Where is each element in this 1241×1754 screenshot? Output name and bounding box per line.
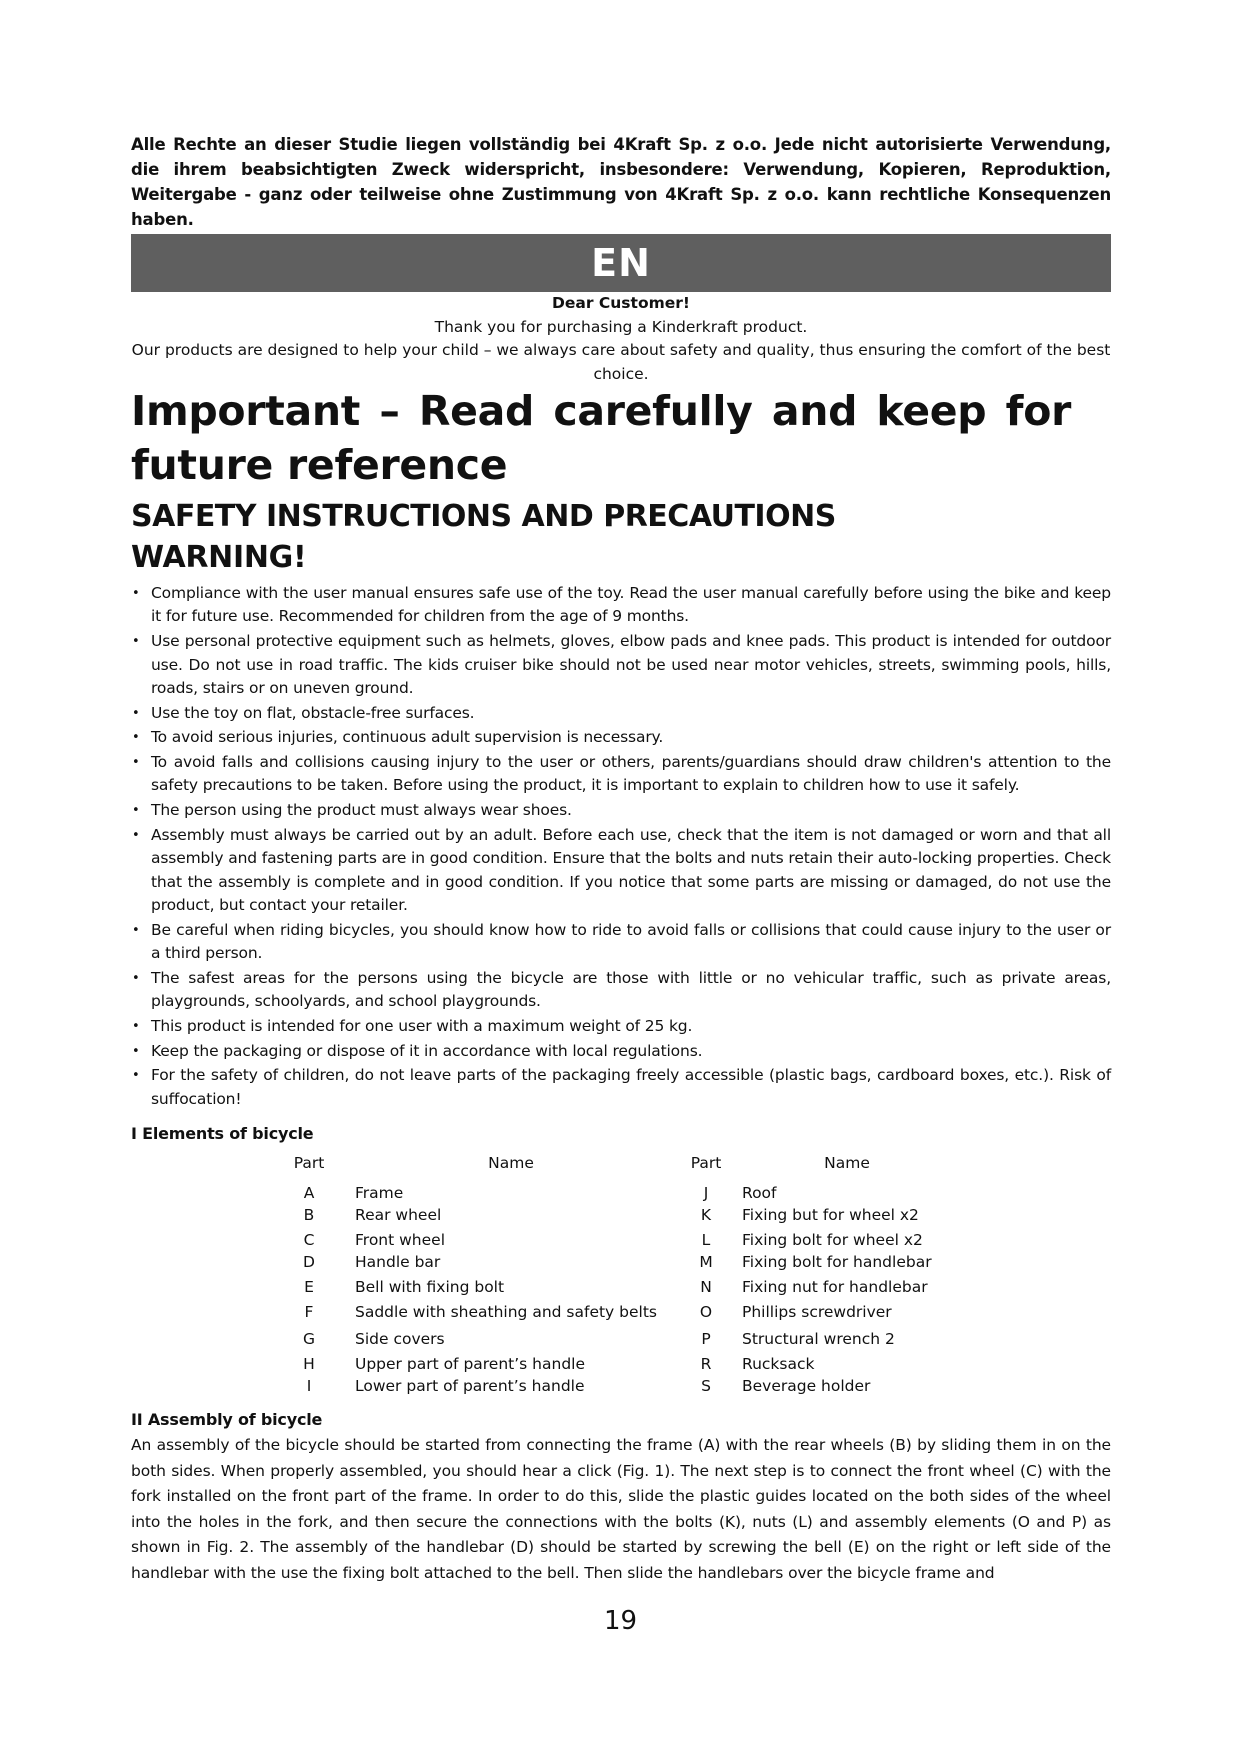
language-banner: EN bbox=[131, 234, 1111, 292]
elements-section-title: I Elements of bicycle bbox=[131, 1124, 314, 1143]
assembly-instructions: An assembly of the bicycle should be started from connecting the frame (A) with the rear wheels (B) by sliding them in on the both sides. When properly assembled, you should hear a click (Fig. 1). The next step is to connect the front wheel (C) with the fork installed on the front part of the frame. In order to do this, slide the plastic guides located on the both sides of the wheel into the holes in the fork, and then secure the connections with the bolts (K), nuts (L) and assembly elements (O and P) as shown in Fig. 2. The assembly of the handlebar (D) should be started by screwing the bell (E) on the right or left side of the handlebar with the use the fixing bolt attached to the bell. Then slide the handlebars over the bicycle frame and bbox=[131, 1436, 1111, 1582]
bullet-icon: • bbox=[132, 1043, 140, 1059]
intro-block bbox=[131, 292, 1111, 386]
warning-item: • Use personal protective equipment such as helmets, gloves, elbow pads and knee pads. This product is intended for outdoor use. Do not use in road traffic. The kids cruiser bike should not be used near motor vehicles, streets, swimming pools, hills, roads, stairs or on uneven ground. bbox=[132, 632, 1111, 697]
warning-item: • For the safety of children, do not leave parts of the packaging freely accessible (plastic bags, cardboard boxes, etc.). Risk of suffocation! bbox=[132, 1066, 1111, 1108]
warning-item: • The person using the product must always wear shoes. bbox=[131, 799, 1111, 822]
thanks-text: Thank you for purchasing a Kinderkraft product. bbox=[434, 317, 808, 336]
bullet-icon: • bbox=[132, 755, 140, 771]
bullet-icon: • bbox=[132, 634, 140, 650]
bullet-icon: • bbox=[132, 922, 140, 938]
header-name-right: Name bbox=[824, 1154, 870, 1172]
greeting: Dear Customer! bbox=[552, 294, 690, 312]
warning-item: • Compliance with the user manual ensures safe use of the toy. Read the user manual carefully before using the bike and keep it for future use. Recommended for children from the age of 9 months. bbox=[132, 584, 1111, 626]
bullet-icon: • bbox=[132, 970, 140, 986]
manual-page: Alle Rechte an dieser Studie liegen vollständig bei 4Kraft Sp. z o.o. Jede nicht autorisierte Verwendung, die ihrem beabsichtigten Zweck widerspricht, insbesondere: Verwendung, Kopieren, Reproduktion, Weitergabe - ganz oder teilweise ohne Zustimmung von 4Kraft Sp. z o.o. kann rechtliche Konsequenzen haben. EN Dear Customer! Thank you for purchasing a Kinderkraft product. Our products are designed to help your child – we always care about safety and quality, thus ensuring the comfort of the best choice. Important – Read carefully and keep for future reference SAFETY INSTRUCTIONS AND PRECAUTIONS WARNING! • Compliance with the user manual ensures safe use of the toy. Read the user manual carefully before using the bike and keep it for future use. Recommended for children from the age of 9 months. • Use personal protective equipment such as helmets, gloves, elbow pads and knee pads. This product is intended for outdoor use. Do not use in road traffic. The kids cruiser bike should not be used near motor vehicles, streets, swimming pools, hills, roads, stairs or on uneven ground. • Use the toy on flat, obstacle-free surfaces. • To avoid serious injuries, continuous adult supervision is necessary. • To avoid falls and collisions causing injury to the user or others, parents/guardians should draw children's attention to the safety precautions to be taken. Before using the product, it is important to explain to children how to use it safely. • The person using the product must always wear shoes. • Assembly must always be carried out by an adult. Before each use, check that the item is not damaged or worn and that all assembly and fastening parts are in good condition. Ensure that the bolts and nuts retain their auto-locking properties. Check that the assembly is complete and in good condition. If you notice that some parts are missing or damaged, do not use the product, but contact your retailer. • Be careful when riding bicycles, you should know how to ride to avoid falls or collisions that could cause injury to the user or a third person. • The safest areas for the persons using the bicycle are those with little or no vehicular traffic, such as private areas, playgrounds, schoolyards, and school playgrounds. • This product is intended for one user with a maximum weight of 25 kg. • Keep the packaging or dispose of it in accordance with local regulations. • For the safety of children, do not leave parts of the packaging freely accessible (plastic bags, cardboard boxes, etc.). Risk of suffocation! I Elements of bicycle Part Name Part Name A Frame J Roof B Rear wheel K Fixing but for wheel x2 C Front wheel L Fixing bolt for wheel x2 D Handle bar M Fixing bolt for handlebar E Bell with fixing bolt N Fixing nut for handlebar F Saddle with sheathing and safety belts O Phillips screwdriver G Side covers P Structural wrench 2 H Upper part of parent’s handle R Rucksack I Lower part of parent’s handle S Beverage holder II Assembly of bicycle An assembly of the bicycle should be started from connecting the frame (A) with the rear wheels (B) by sliding them in on the both sides. When properly assembled, you should hear a click (Fig. 1). The next step is to connect the front wheel (C) with the fork installed on the front part of the frame. In order to do this, slide the plastic guides located on the both sides of the wheel into the holes in the fork, and then secure the connections with the bolts (K), nuts (L) and assembly elements (O and P) as shown in Fig. 2. The assembly of the handlebar (D) should be started by screwing the bell (E) on the right or left side of the handlebar with the use the fixing bolt attached to the bell. Then slide the handlebars over the bicycle frame and 19 bbox=[0, 0, 1241, 1754]
important-heading: Important – Read carefully and keep for future reference bbox=[131, 387, 1071, 489]
intro-statement: Our products are designed to help your child – we always care about safety and quality, thus ensuring the comfort of the best choice. bbox=[131, 341, 1111, 383]
warning-list bbox=[131, 582, 1111, 1113]
warning-item: • Use the toy on flat, obstacle-free surfaces. bbox=[131, 702, 1111, 725]
page-number: 19 bbox=[603, 1606, 638, 1636]
warning-item: • Keep the packaging or dispose of it in accordance with local regulations. bbox=[131, 1040, 1111, 1063]
warning-item: • To avoid serious injuries, continuous adult supervision is necessary. bbox=[131, 726, 1111, 749]
header-part-right: Part bbox=[690, 1154, 722, 1172]
header-name-left: Name bbox=[488, 1154, 534, 1172]
warning-heading: WARNING! bbox=[131, 540, 307, 575]
warning-item: • Assembly must always be carried out by an adult. Before each use, check that the item is not damaged or worn and that all assembly and fastening parts are in good condition. Ensure that the bolts and nuts retain their auto-locking properties. Check that the assembly is complete and in good condition. If you notice that some parts are missing or damaged, do not use the product, but contact your retailer. bbox=[132, 825, 1111, 915]
bullet-icon: • bbox=[132, 827, 140, 843]
warning-item: • This product is intended for one user with a maximum weight of 25 kg. bbox=[131, 1015, 1111, 1038]
warning-item: • The safest areas for the persons using the bicycle are those with little or no vehicular traffic, such as private areas, playgrounds, schoolyards, and school playgrounds. bbox=[132, 968, 1111, 1011]
safety-heading: SAFETY INSTRUCTIONS AND PRECAUTIONS bbox=[131, 499, 836, 534]
bullet-icon: • bbox=[132, 586, 140, 601]
assembly-section-title: II Assembly of bicycle bbox=[131, 1410, 323, 1429]
warning-item: • Be careful when riding bicycles, you should know how to ride to avoid falls or collisions that could cause injury to the user or a third person. bbox=[132, 920, 1111, 963]
warning-item: • To avoid falls and collisions causing injury to the user or others, parents/guardians should draw children's attention to the safety precautions to be taken. Before using the product, it is important to explain to children how to use it safely. bbox=[132, 753, 1111, 795]
bullet-icon: • bbox=[132, 1068, 140, 1084]
header-part-left: Part bbox=[293, 1154, 325, 1172]
bullet-icon: • bbox=[132, 730, 140, 746]
bullet-icon: • bbox=[132, 705, 140, 721]
bullet-icon: • bbox=[132, 1018, 140, 1034]
legal-notice: Alle Rechte an dieser Studie liegen vollständig bei 4Kraft Sp. z o.o. Jede nicht autorisierte Verwendung, die ihrem beabsichtigten Zweck widerspricht, insbesondere: Verwendung, Kopieren, Reproduktion, Weitergabe - ganz oder teilweise ohne Zustimmung von 4Kraft Sp. z o.o. kann rechtliche Konsequenzen haben. bbox=[131, 135, 1111, 229]
bullet-icon: • bbox=[132, 803, 140, 819]
